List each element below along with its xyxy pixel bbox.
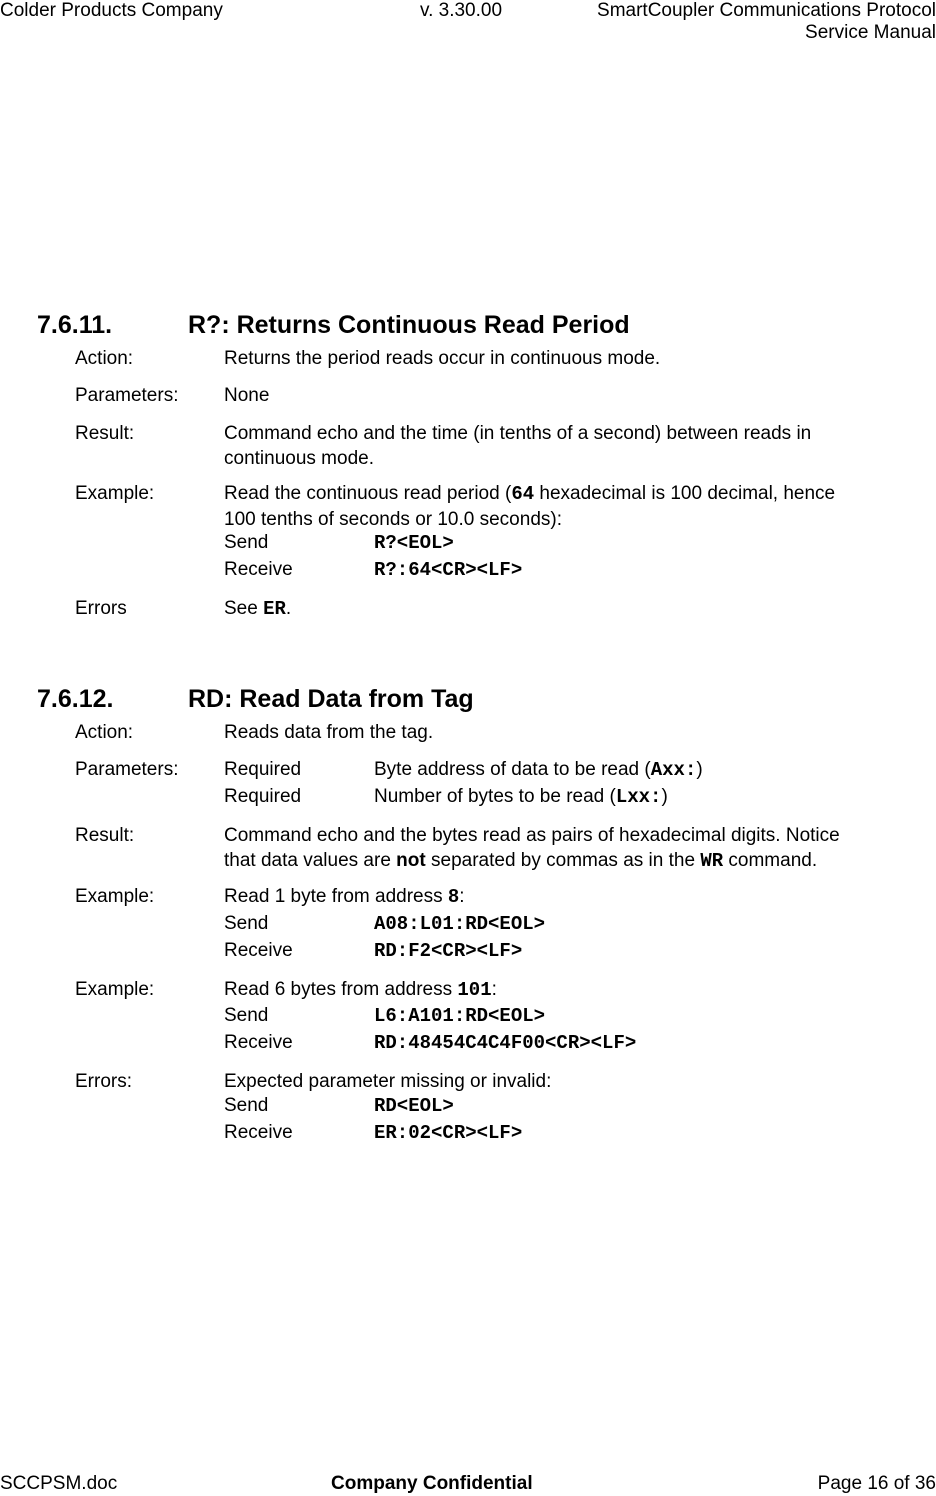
- section1-title: R?: Returns Continuous Read Period: [188, 311, 630, 339]
- section1-receive-label: Receive: [224, 559, 293, 580]
- header-version: v. 3.30.00: [420, 0, 503, 21]
- section1-example-line2: 100 tenths of seconds or 10.0 seconds):: [224, 509, 562, 530]
- section2-err-receive-code: ER:02<CR><LF>: [374, 1122, 523, 1144]
- section1-receive-code: R?:64<CR><LF>: [374, 559, 523, 581]
- section2-title: RD: Read Data from Tag: [188, 685, 474, 713]
- section2-ex2-receive-label: Receive: [224, 1032, 293, 1053]
- section2-result-line1: Command echo and the bytes read as pairs of hexadecimal digits. Notice: [224, 825, 840, 846]
- section1-result-line2: continuous mode.: [224, 448, 374, 469]
- footer-filename: SCCPSM.doc: [0, 1473, 118, 1494]
- section2-param2-text: Number of bytes to be read (Lxx:): [374, 786, 668, 808]
- section2-example2-text: Read 6 bytes from address 101:: [224, 979, 497, 1001]
- section2-number: 7.6.12.: [37, 685, 114, 713]
- section2-action-label: Action:: [75, 722, 134, 743]
- section2-param2-required: Required: [224, 786, 302, 807]
- section2-ex1-send-code: A08:L01:RD<EOL>: [374, 913, 546, 935]
- section2-errors-label: Errors:: [75, 1071, 132, 1092]
- section2-result-label: Result:: [75, 825, 135, 846]
- header-title: SmartCoupler Communications Protocol: [597, 0, 936, 21]
- footer-page-number: Page 16 of 36: [817, 1473, 936, 1494]
- section1-example-label: Example:: [75, 483, 155, 504]
- section2-action-text: Reads data from the tag.: [224, 722, 434, 743]
- section1-example-line1: Read the continuous read period (64 hexadecimal is 100 decimal, hence: [224, 483, 836, 505]
- section2-errors-text: Expected parameter missing or invalid:: [224, 1071, 552, 1092]
- section2-ex1-send-label: Send: [224, 913, 269, 934]
- section2-err-receive-label: Receive: [224, 1122, 293, 1143]
- section1-send-label: Send: [224, 532, 269, 553]
- section1-action-text: Returns the period reads occur in continuous mode.: [224, 348, 661, 369]
- section2-ex1-receive-code: RD:F2<CR><LF>: [374, 940, 523, 962]
- section1-parameters-label: Parameters:: [75, 385, 179, 406]
- header-subtitle: Service Manual: [805, 22, 936, 43]
- section2-ex2-send-code: L6:A101:RD<EOL>: [374, 1005, 546, 1027]
- section2-ex2-receive-code: RD:48454C4C4F00<CR><LF>: [374, 1032, 637, 1054]
- section2-example2-label: Example:: [75, 979, 155, 1000]
- section1-send-code: R?<EOL>: [374, 532, 454, 554]
- section1-errors-label: Errors: [75, 598, 127, 619]
- section2-ex2-send-label: Send: [224, 1005, 269, 1026]
- section2-ex1-receive-label: Receive: [224, 940, 293, 961]
- section2-result-line2: that data values are not separated by commas as in the WR command.: [224, 850, 818, 872]
- header-company: Colder Products Company: [0, 0, 223, 21]
- section2-err-send-code: RD<EOL>: [374, 1095, 454, 1117]
- section1-result-label: Result:: [75, 423, 135, 444]
- footer-confidential: Company Confidential: [331, 1473, 533, 1494]
- section1-parameters-text: None: [224, 385, 270, 406]
- section1-action-label: Action:: [75, 348, 134, 369]
- section2-parameters-label: Parameters:: [75, 759, 179, 780]
- section2-example1-text: Read 1 byte from address 8:: [224, 886, 465, 908]
- section2-param1-text: Byte address of data to be read (Axx:): [374, 759, 703, 781]
- section1-number: 7.6.11.: [37, 311, 113, 339]
- section2-param1-required: Required: [224, 759, 302, 780]
- section2-example1-label: Example:: [75, 886, 155, 907]
- section1-result-line1: Command echo and the time (in tenths of a second) between reads in: [224, 423, 812, 444]
- section2-err-send-label: Send: [224, 1095, 269, 1116]
- section1-errors-text: See ER.: [224, 598, 292, 620]
